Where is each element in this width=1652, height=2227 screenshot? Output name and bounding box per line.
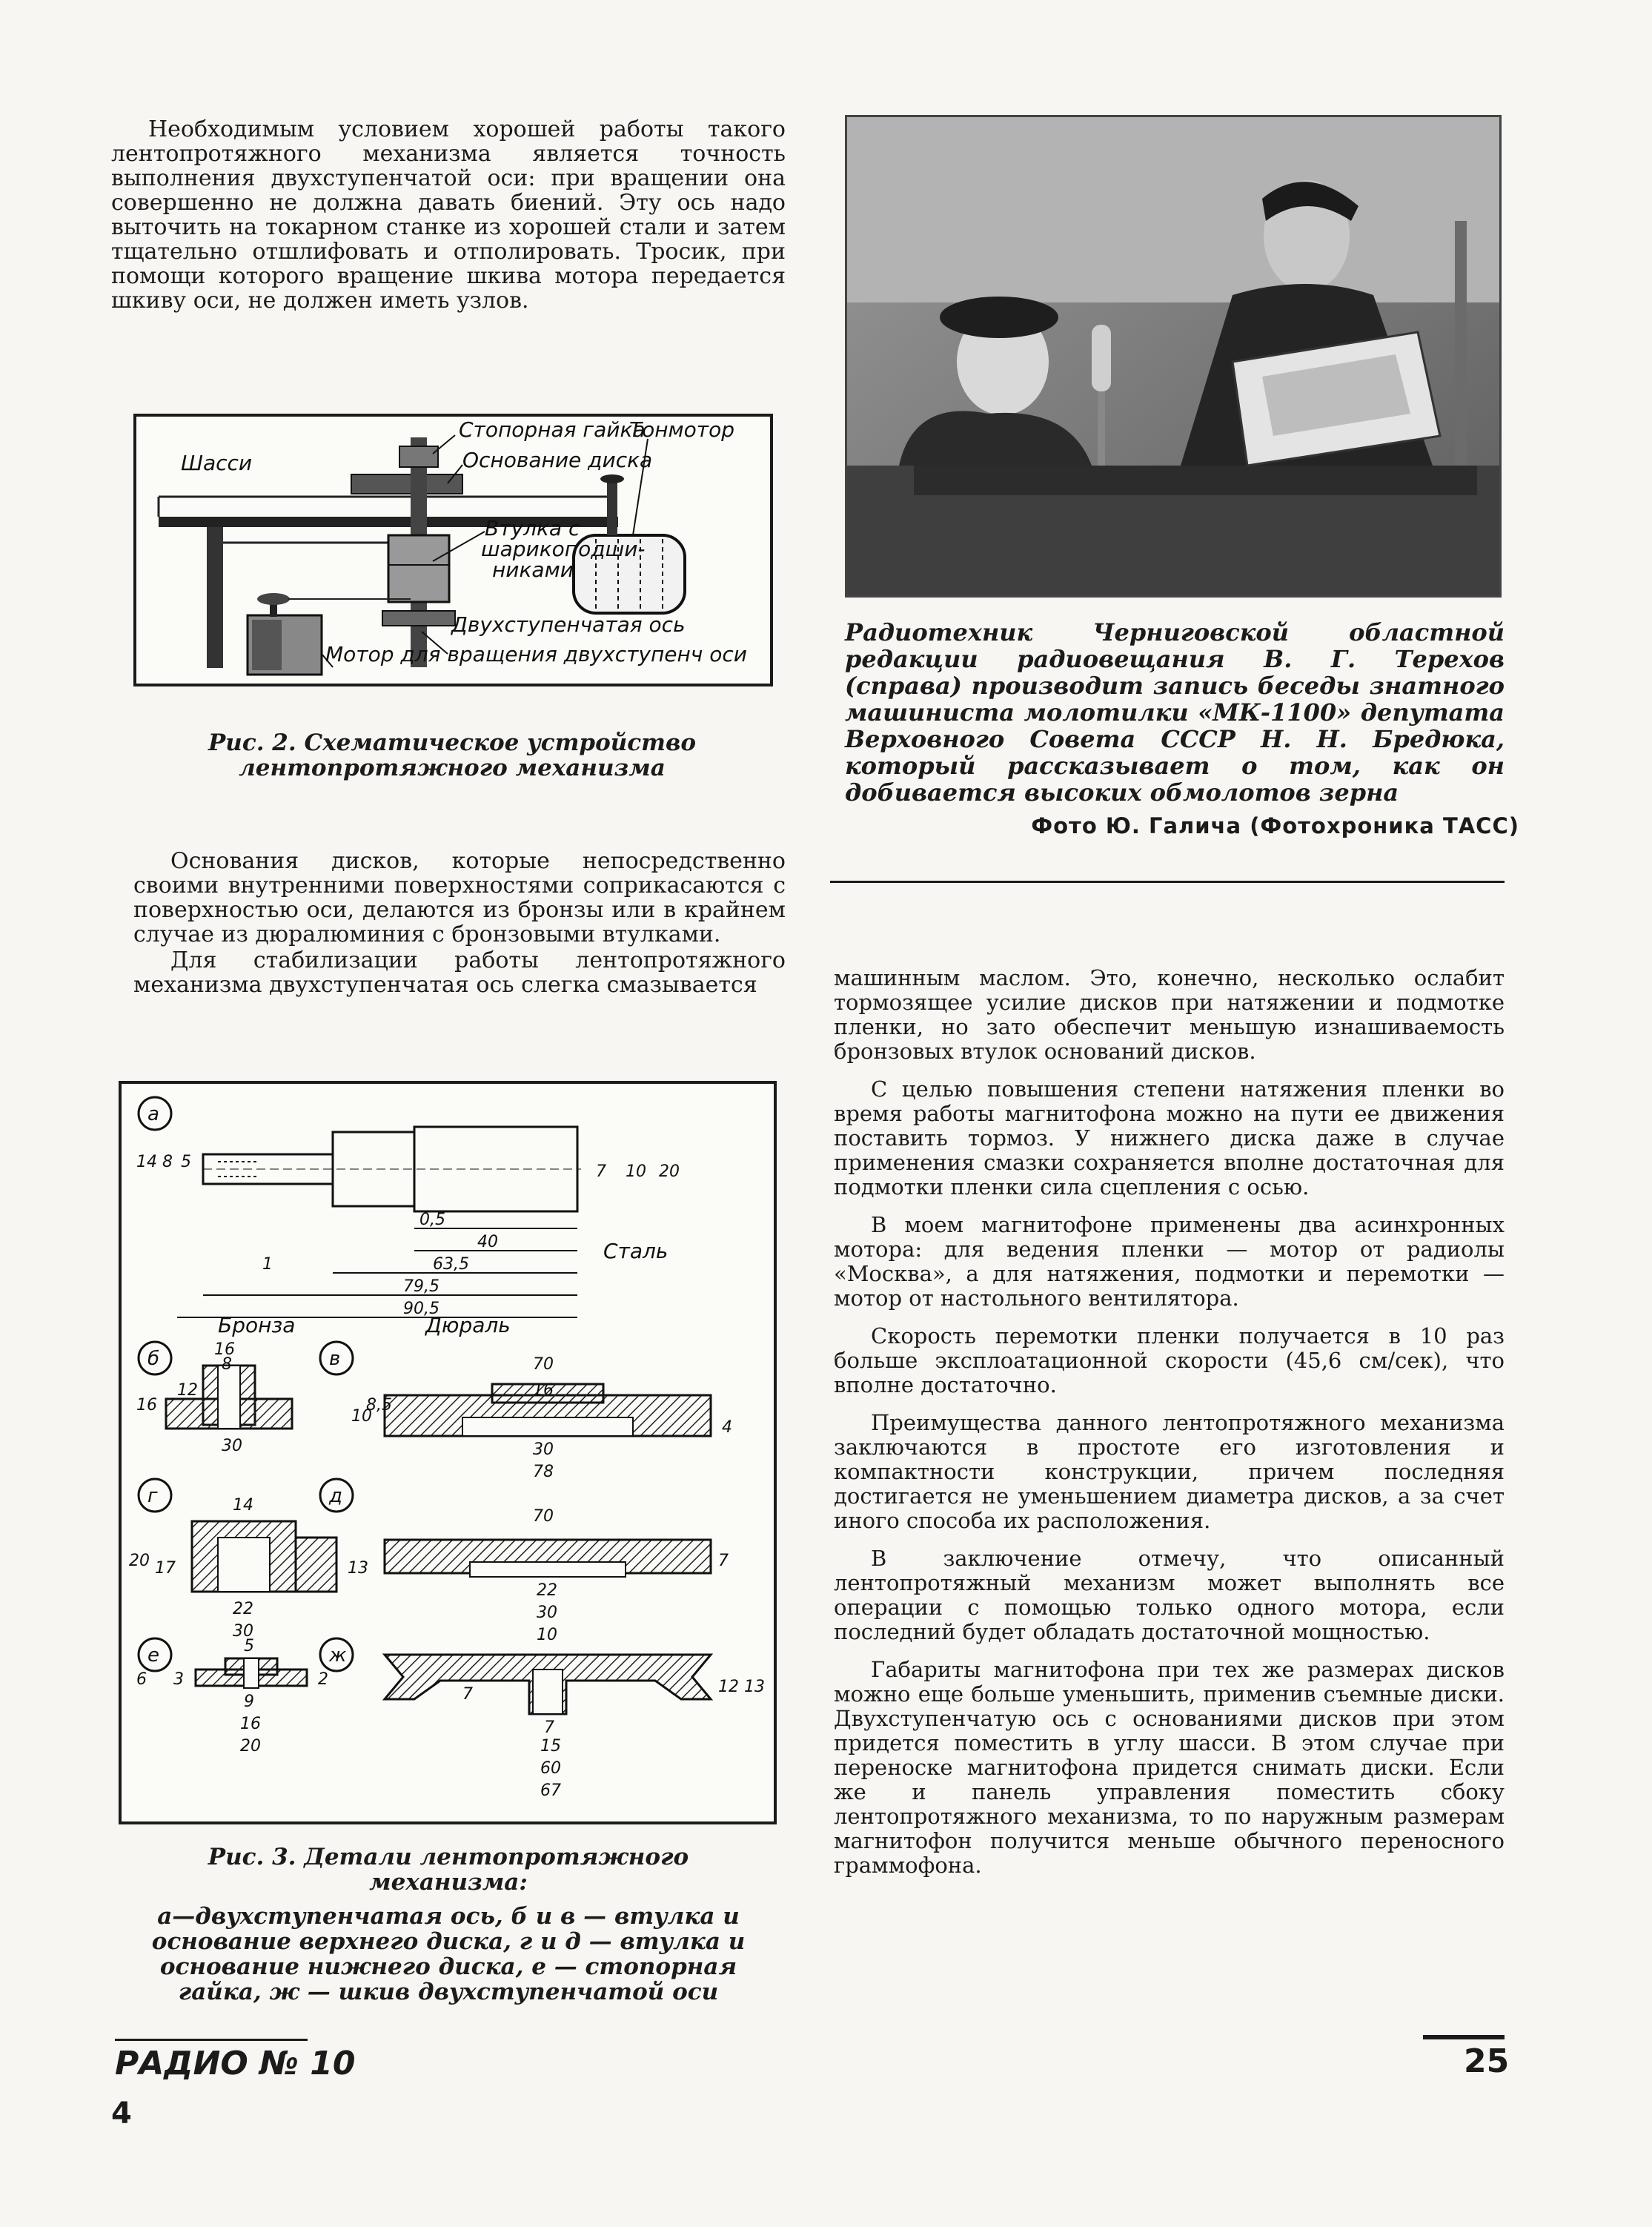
dim-a-79-5: 79,5 bbox=[403, 1277, 439, 1296]
material-dural: Дюраль bbox=[425, 1313, 511, 1337]
dim-b-16-h: 16 bbox=[136, 1396, 157, 1414]
dim-v-8-5: 8,5 bbox=[366, 1396, 392, 1414]
label-bushing-1: Втулка с bbox=[485, 516, 580, 540]
divider-right bbox=[830, 881, 1505, 883]
dim-g-17: 17 bbox=[155, 1559, 176, 1578]
right-text bbox=[834, 966, 1505, 1878]
footer-magazine: РАДИО № 10 bbox=[115, 2045, 356, 2082]
letter-a: а bbox=[147, 1103, 159, 1125]
dim-zh-10: 10 bbox=[537, 1626, 557, 1644]
left-text-top bbox=[111, 117, 786, 313]
footer-page-number: 25 bbox=[1464, 2042, 1510, 2080]
footer-rule-left bbox=[115, 2039, 308, 2041]
figure-2-caption: Рис. 2. Схематическое устройство лентопротяжного механизма bbox=[208, 729, 696, 781]
dim-a-20: 20 bbox=[659, 1162, 680, 1181]
dim-b-16: 16 bbox=[214, 1340, 235, 1359]
letter-d: д bbox=[329, 1485, 342, 1507]
dim-a-5: 5 bbox=[181, 1153, 191, 1171]
material-bronze: Бронза bbox=[218, 1313, 296, 1337]
photo-credit: Фото Ю. Галича (Фотохроника ТАСС) bbox=[1031, 813, 1519, 838]
figure-3-svg bbox=[122, 1084, 774, 1821]
label-motor: Мотор для вращения двухступенч оси bbox=[325, 642, 747, 666]
figure-2-diagram bbox=[133, 414, 773, 686]
dim-b-8: 8 bbox=[222, 1355, 232, 1374]
label-tonmotor: Тонмотор bbox=[629, 417, 735, 442]
dim-a-40: 40 bbox=[477, 1233, 498, 1251]
letter-b: б bbox=[147, 1348, 160, 1370]
paragraph: Необходимым условием хорошей работы такого лентопротяжного механизма является точность выполнения двухступенчатой оси: при вращении она совершенно не должна давать биений. Эту ось надо выточить на токарном станке из хорошей стали и затем тщательно отшлифовать и отполировать. Тросик, при помощи которого вращение шкива мотора передается шкиву оси, не должен иметь узлов. bbox=[111, 116, 786, 314]
photo-caption: Радиотехник Черниговской областной редакции радиовещания В. Г. Терехов (справа) производит запись беседы знатного машиниста молотилки «МК-1100» депутата Верховного Совета СССР Н. Н. Бредюка, который рассказывает о том, как он добивается высоких обмолотов зерна bbox=[845, 618, 1505, 807]
paragraph: В моем магнитофоне применены два асинхронных мотора: для ведения пленки — мотор от радиолы «Москва», а для натяжения, подмотки и перемотки — мотор от настольного вентилятора. bbox=[834, 1212, 1505, 1311]
dim-zh-7: 7 bbox=[462, 1685, 473, 1704]
letter-e: е bbox=[147, 1644, 159, 1667]
label-disk-base: Основание диска bbox=[462, 448, 653, 472]
dim-g-13: 13 bbox=[348, 1559, 368, 1578]
dim-a-63-5: 63,5 bbox=[433, 1255, 469, 1274]
label-bushing-2: шарикоподши- bbox=[481, 537, 646, 561]
figure-3-caption-title: Рис. 3. Детали лентопротяжного механизма: bbox=[208, 1844, 689, 1896]
label-bushing-3: никами bbox=[492, 557, 574, 582]
paragraph: В заключение отмечу, что описанный лентопротяжный механизм может выполнять все операции с помощью только одного мотора, если последний будет обладать достаточной мощностью. bbox=[834, 1546, 1505, 1644]
dim-e-6: 6 bbox=[136, 1670, 147, 1689]
figure-3-caption bbox=[126, 1844, 771, 2005]
paragraph: С целью повышения степени натяжения пленки во время работы магнитофона можно на пути ее движения поставить тормоз. У нижнего диска даже в случае применения смазки сохраняется вполне достаточная для подмотки пленки сила сцепления с осью. bbox=[834, 1076, 1505, 1199]
dim-v-78: 78 bbox=[533, 1463, 554, 1481]
dim-a-0-5: 0,5 bbox=[419, 1211, 445, 1229]
dim-v-16: 16 bbox=[533, 1381, 554, 1400]
label-axle: Двухступенчатая ось bbox=[451, 612, 686, 637]
dim-a-1: 1 bbox=[262, 1255, 273, 1274]
paragraph: Скорость перемотки пленки получается в 10 раз больше эксплоатационной скорости (45,6 см/сек), что вполне достаточно. bbox=[834, 1323, 1505, 1397]
paragraph: машинным маслом. Это, конечно, несколько ослабит тормозящее усилие дисков при натяжении и подмотке пленки, но зато обеспечит меньшую изнашиваемость бронзовых втулок оснований дисков. bbox=[834, 965, 1505, 1064]
dim-zh-15: 15 bbox=[540, 1737, 561, 1756]
dim-v-70: 70 bbox=[533, 1355, 554, 1374]
dim-g-14: 14 bbox=[233, 1496, 253, 1515]
photo bbox=[845, 115, 1502, 598]
footer-rule-right bbox=[1423, 2035, 1505, 2039]
dim-e-3: 3 bbox=[173, 1670, 184, 1689]
dim-e-9: 9 bbox=[244, 1692, 254, 1711]
dim-b-30: 30 bbox=[222, 1437, 242, 1455]
letter-v: в bbox=[329, 1348, 341, 1370]
paragraph: Основания дисков, которые непосредственно своими внутренними поверхностями соприкасаются с поверхностью оси, делаются из бронзы или в крайнем случае из дюралюминия с бронзовыми втулками. bbox=[133, 848, 786, 947]
left-text-mid bbox=[133, 849, 786, 997]
dim-e-5: 5 bbox=[244, 1637, 254, 1655]
dim-a-8: 8 bbox=[162, 1153, 173, 1171]
dim-g-22: 22 bbox=[233, 1600, 253, 1618]
dim-e-16: 16 bbox=[240, 1715, 261, 1733]
label-stop-nut: Стопорная гайка bbox=[459, 417, 646, 442]
dim-zh-13: 13 bbox=[744, 1678, 765, 1696]
footer-left-number: 4 bbox=[111, 2097, 132, 2131]
paragraph: Преимущества данного лентопротяжного механизма заключаются в простоте его изготовления и компактности конструкции, причем последняя достигается не уменьшением диаметра дисков, а за счет иного способа их расположения. bbox=[834, 1410, 1505, 1533]
dim-a-14: 14 bbox=[136, 1153, 157, 1171]
dim-v-4: 4 bbox=[722, 1418, 732, 1437]
dim-d-22: 22 bbox=[537, 1581, 557, 1600]
dim-zh-12: 12 bbox=[718, 1678, 739, 1696]
dim-v-10: 10 bbox=[351, 1407, 372, 1426]
paragraph: Для стабилизации работы лентопротяжного механизма двухступенчатая ось слегка смазывается bbox=[133, 947, 786, 998]
dim-a-10: 10 bbox=[626, 1162, 646, 1181]
photo-illustration bbox=[847, 117, 1499, 595]
letter-g: г bbox=[147, 1485, 158, 1507]
dim-zh-7b: 7 bbox=[544, 1718, 554, 1737]
dim-a-7: 7 bbox=[596, 1162, 606, 1181]
figure-2-svg bbox=[136, 417, 770, 684]
dim-d-7: 7 bbox=[718, 1552, 729, 1570]
figure-3-caption-body: а—двухступенчатая ось, б и в — втулка и основание верхнего диска, г и д — втулка и основание нижнего диска, е — стопорная гайка, ж — шкив двухступенчатой оси bbox=[151, 1903, 746, 2005]
dim-g-20: 20 bbox=[129, 1552, 150, 1570]
dim-b-12: 12 bbox=[177, 1381, 198, 1400]
dim-v-30: 30 bbox=[533, 1440, 554, 1459]
label-chassis: Шасси bbox=[181, 451, 253, 475]
dim-g-30: 30 bbox=[233, 1622, 253, 1641]
paragraph: Габариты магнитофона при тех же размерах дисков можно еще больше уменьшить, применив съемные диски. Двухступенчатую ось с основаниями дисков при этом придется поместить в углу шасси. В этом случае при переноске магнитофона придется снимать диски. Если же и панель управления поместить сбоку лентопротяжного механизма, то по наружным размерам магнитофон получится меньше обычного переносного граммофона. bbox=[834, 1657, 1505, 1878]
dim-e-2: 2 bbox=[318, 1670, 328, 1689]
dim-a-90-5: 90,5 bbox=[403, 1300, 439, 1318]
dim-zh-60: 60 bbox=[540, 1759, 561, 1778]
dim-e-20: 20 bbox=[240, 1737, 261, 1756]
dim-d-70: 70 bbox=[533, 1507, 554, 1526]
dim-d-30: 30 bbox=[537, 1604, 557, 1622]
figure-3-drawings bbox=[119, 1081, 777, 1824]
material-steel: Сталь bbox=[603, 1239, 669, 1263]
dim-zh-67: 67 bbox=[540, 1781, 561, 1800]
letter-zh: ж bbox=[329, 1644, 347, 1667]
